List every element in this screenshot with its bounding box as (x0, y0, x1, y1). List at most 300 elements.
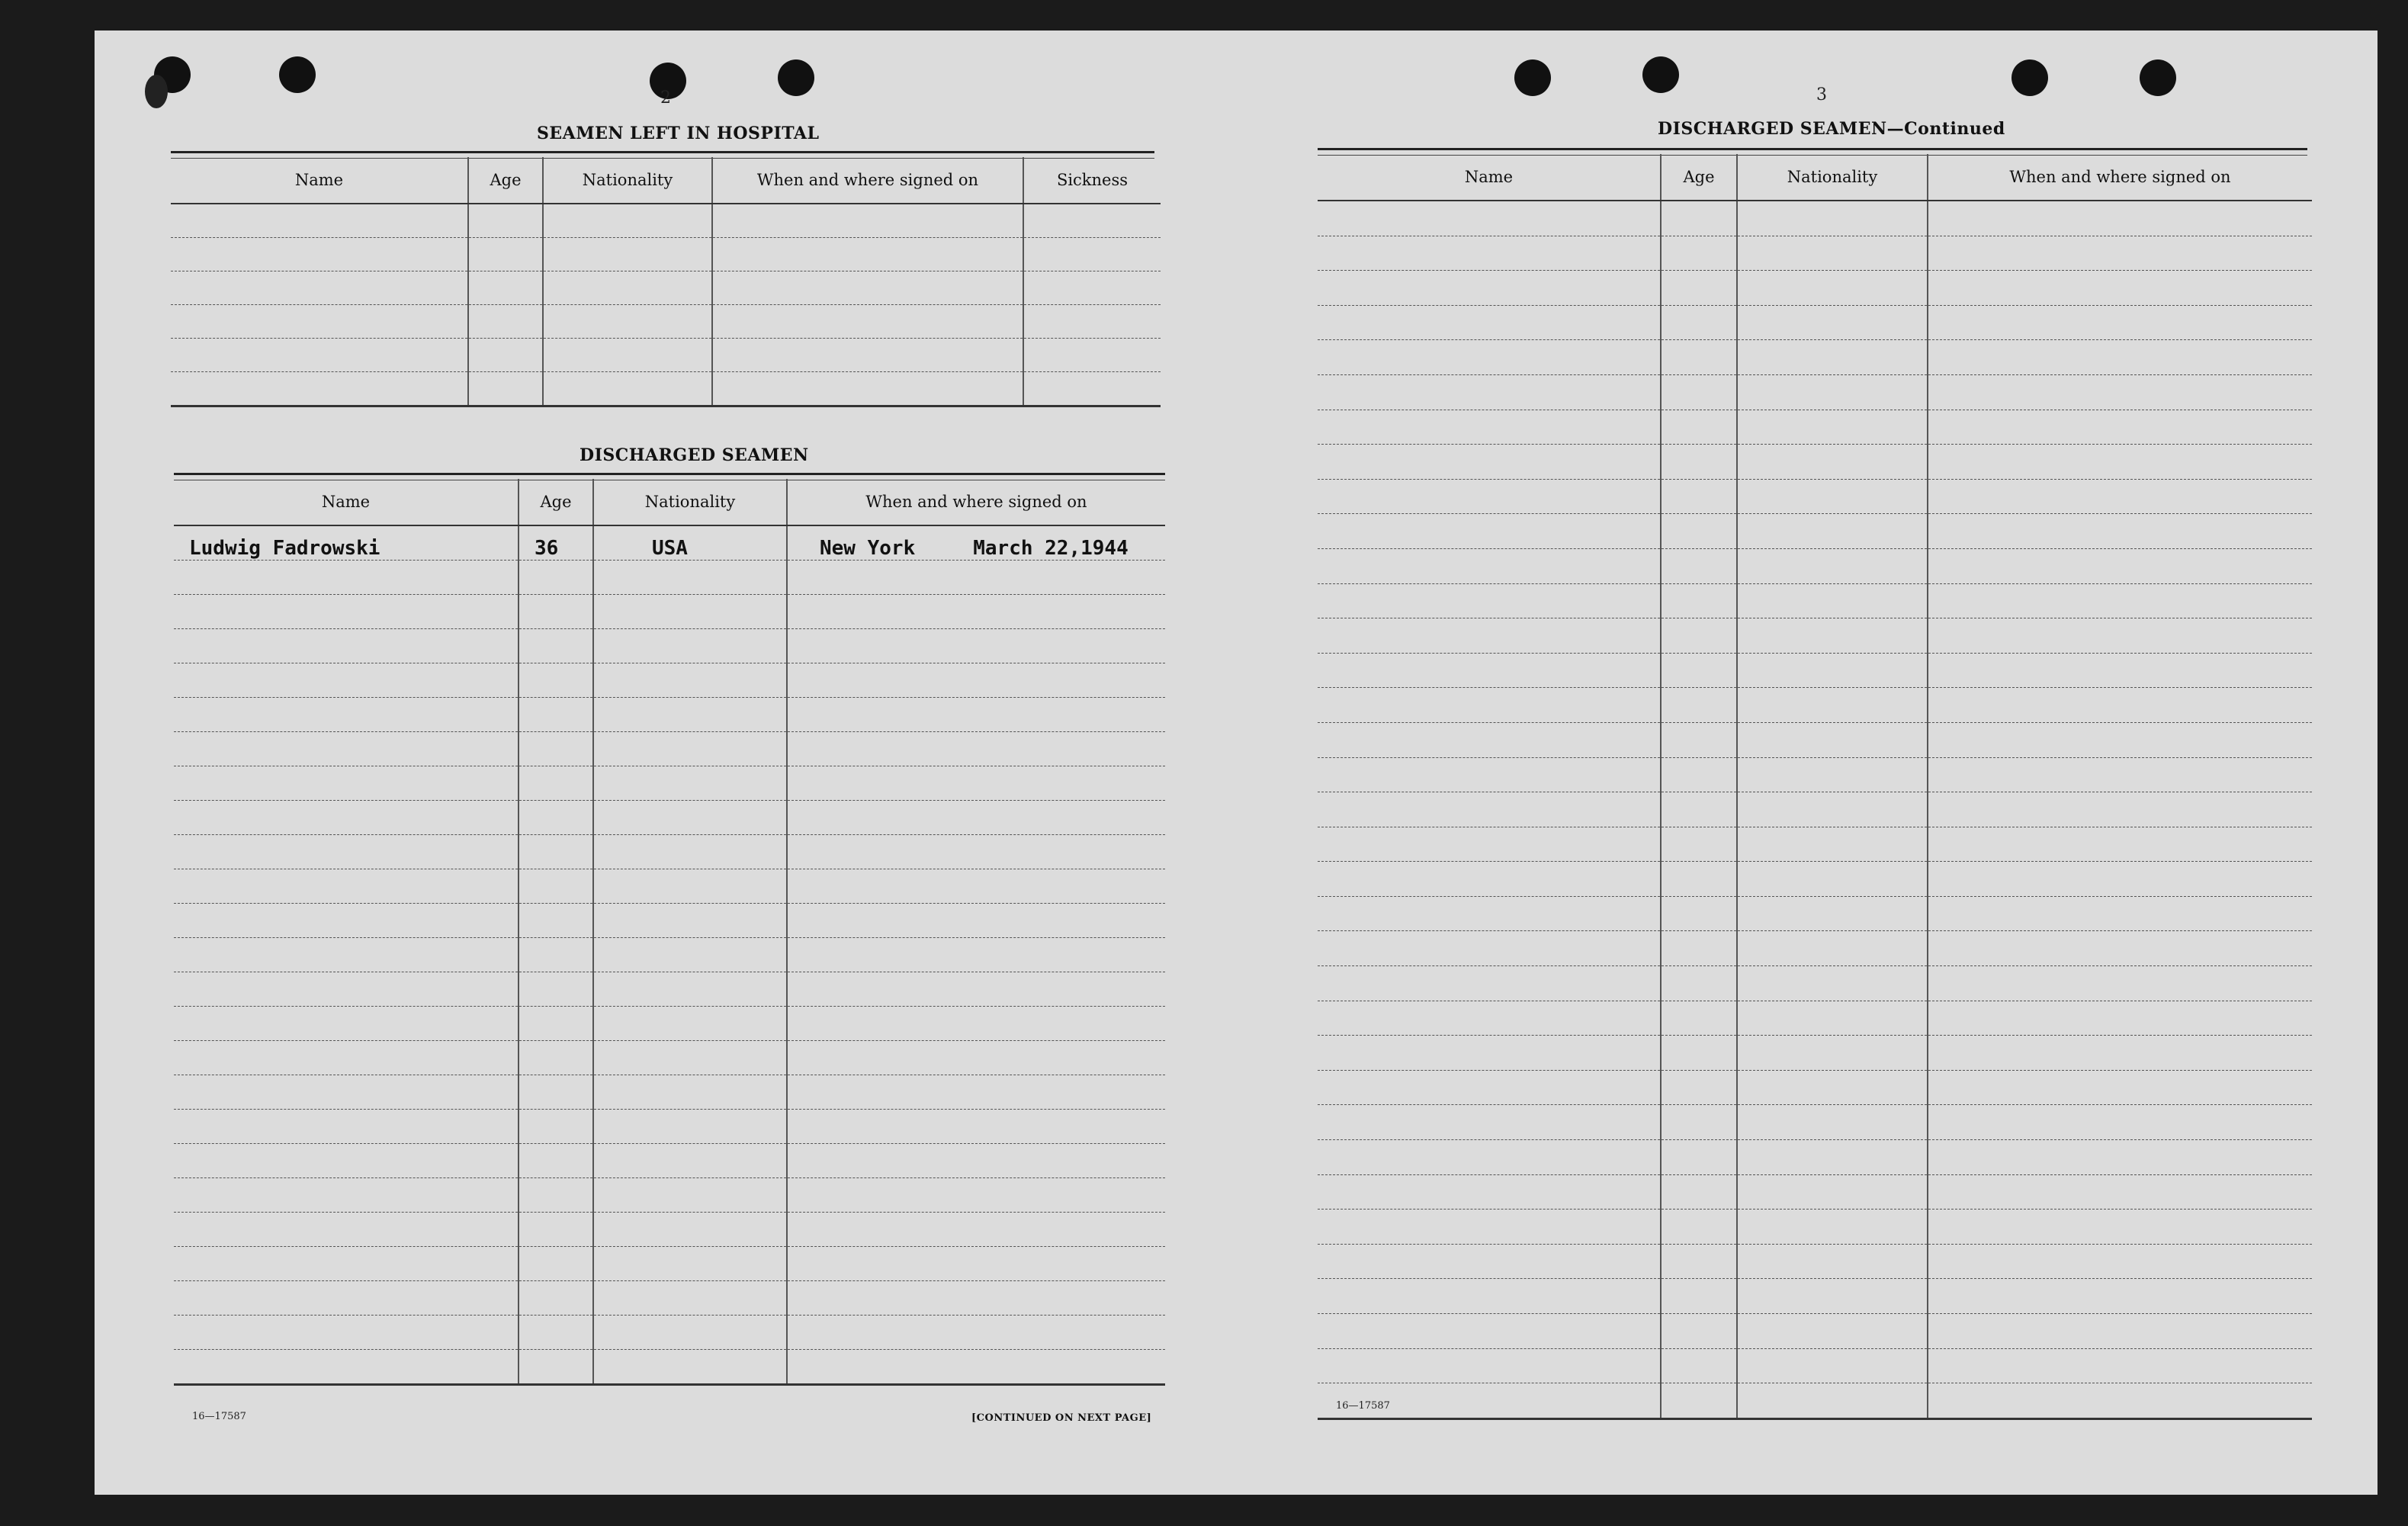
continued-note: [CONTINUED ON NEXT PAGE] (971, 1412, 1152, 1424)
empty-cell (1737, 201, 1928, 236)
empty-cell (787, 697, 1165, 731)
empty-cell (1318, 340, 1661, 375)
empty-cell (519, 1040, 593, 1075)
table-row (1318, 1174, 2312, 1210)
empty-cell (712, 204, 1023, 238)
column-header-nationality: Nationality (1737, 154, 1928, 201)
empty-cell (1928, 1174, 2312, 1210)
table-row (1318, 445, 2312, 480)
empty-cell (1737, 1174, 1928, 1210)
empty-cell (787, 1349, 1165, 1384)
table-row (1318, 583, 2312, 618)
empty-cell (174, 903, 519, 937)
table-row (1318, 236, 2312, 271)
empty-cell (174, 1315, 519, 1349)
empty-cell (787, 731, 1165, 766)
empty-cell (171, 305, 468, 339)
column-header-age: Age (468, 157, 543, 204)
empty-cell (1737, 792, 1928, 827)
empty-cell (1737, 236, 1928, 271)
form-number-left: 16—17587 (192, 1411, 246, 1422)
empty-cell (1928, 862, 2312, 897)
empty-cell (1023, 271, 1161, 305)
empty-cell (593, 1143, 787, 1177)
empty-cell (1661, 1244, 1737, 1279)
table-row (174, 1212, 1165, 1246)
empty-cell (519, 1246, 593, 1280)
empty-cell (1737, 374, 1928, 410)
table-row (174, 1280, 1165, 1315)
table-row (174, 663, 1165, 697)
table-row (174, 1315, 1165, 1349)
empty-cell (519, 972, 593, 1006)
empty-cell (787, 1006, 1165, 1040)
empty-cell (1318, 305, 1661, 340)
table-row (1318, 1210, 2312, 1245)
empty-cell (1318, 1036, 1661, 1071)
table-row (1318, 410, 2312, 445)
table-row (174, 834, 1165, 869)
discharged-continued-header-row (1318, 154, 2312, 201)
empty-cell (1928, 514, 2312, 549)
table-row (174, 731, 1165, 766)
seaman-signed-on (787, 525, 1165, 560)
empty-cell (468, 238, 543, 271)
empty-cell (787, 1246, 1165, 1280)
empty-cell (171, 339, 468, 372)
empty-cell (593, 1109, 787, 1143)
empty-cell (1661, 792, 1737, 827)
empty-cell (1737, 1348, 1928, 1383)
empty-cell (174, 628, 519, 663)
column-header-sickness: Sickness (1023, 157, 1161, 204)
empty-cell (1737, 305, 1928, 340)
table-row (1318, 340, 2312, 375)
empty-cell (1661, 445, 1737, 480)
table-row (174, 1109, 1165, 1143)
empty-cell (1737, 1279, 1928, 1314)
empty-cell (1928, 236, 2312, 271)
empty-cell (1737, 722, 1928, 757)
empty-cell (1928, 966, 2312, 1001)
empty-cell (519, 1006, 593, 1040)
empty-cell (519, 560, 593, 594)
discharged-continued-table (1318, 154, 2312, 1420)
empty-cell (1661, 1348, 1737, 1383)
hospital-table (171, 157, 1161, 407)
empty-cell (1661, 479, 1737, 514)
signed-on-date: March 22,1944 (973, 536, 1129, 560)
empty-cell (174, 560, 519, 594)
table-row (174, 1040, 1165, 1075)
empty-cell (468, 339, 543, 372)
empty-cell (787, 766, 1165, 800)
empty-cell (593, 697, 787, 731)
empty-cell (1661, 618, 1737, 654)
empty-cell (593, 731, 787, 766)
empty-cell (1928, 1244, 2312, 1279)
empty-cell (1928, 305, 2312, 340)
punch-hole (1514, 59, 1551, 96)
empty-cell (1661, 1383, 1737, 1419)
table-row (1318, 1279, 2312, 1314)
empty-cell (1928, 1348, 2312, 1383)
table-row (174, 869, 1165, 903)
empty-cell (1928, 374, 2312, 410)
empty-cell (174, 594, 519, 628)
empty-cell (519, 1212, 593, 1246)
empty-cell (174, 937, 519, 972)
table-row (1318, 688, 2312, 723)
empty-cell (543, 238, 712, 271)
empty-cell (1737, 896, 1928, 931)
column-header-signed-on: When and where signed on (787, 479, 1165, 525)
empty-cell (1318, 1314, 1661, 1349)
empty-cell (1023, 204, 1161, 238)
table-row (174, 937, 1165, 972)
table-row (174, 1177, 1165, 1212)
empty-cell (593, 800, 787, 834)
empty-cell (1737, 340, 1928, 375)
empty-cell (1023, 238, 1161, 271)
empty-cell (593, 1006, 787, 1040)
empty-cell (1318, 827, 1661, 862)
empty-cell (787, 1040, 1165, 1075)
empty-cell (1661, 340, 1737, 375)
empty-cell (1661, 1174, 1737, 1210)
empty-cell (1661, 548, 1737, 583)
column-header-age: Age (519, 479, 593, 525)
empty-cell (1661, 514, 1737, 549)
empty-cell (787, 560, 1165, 594)
empty-cell (1737, 548, 1928, 583)
empty-cell (519, 1177, 593, 1212)
document-sheet (95, 31, 2377, 1495)
table-row (1318, 931, 2312, 966)
empty-cell (712, 372, 1023, 406)
empty-cell (1737, 1244, 1928, 1279)
table-row (174, 1246, 1165, 1280)
signed-on-place: New York (820, 536, 916, 560)
empty-cell (1737, 271, 1928, 306)
empty-cell (1661, 1314, 1737, 1349)
empty-cell (174, 1212, 519, 1246)
empty-cell (1661, 583, 1737, 618)
empty-cell (787, 1212, 1165, 1246)
empty-cell (787, 628, 1165, 663)
empty-cell (1737, 931, 1928, 966)
empty-cell (593, 594, 787, 628)
empty-cell (174, 1040, 519, 1075)
empty-cell (1318, 374, 1661, 410)
empty-cell (174, 869, 519, 903)
empty-cell (1318, 653, 1661, 688)
empty-cell (1318, 966, 1661, 1001)
empty-cell (174, 1006, 519, 1040)
ink-blot (145, 75, 168, 108)
empty-cell (787, 1109, 1165, 1143)
table-row (171, 238, 1161, 271)
empty-cell (593, 869, 787, 903)
empty-cell (1737, 1001, 1928, 1036)
empty-cell (1661, 1210, 1737, 1245)
empty-cell (1318, 1348, 1661, 1383)
empty-cell (174, 731, 519, 766)
discharged-continued-body (1318, 201, 2312, 1418)
empty-cell (787, 594, 1165, 628)
table-row (174, 525, 1165, 560)
empty-cell (593, 937, 787, 972)
empty-cell (1928, 653, 2312, 688)
empty-cell (787, 869, 1165, 903)
empty-cell (174, 800, 519, 834)
empty-cell (593, 1315, 787, 1349)
empty-cell (712, 339, 1023, 372)
punch-hole (778, 59, 814, 96)
punch-hole (279, 56, 316, 93)
empty-cell (519, 1280, 593, 1315)
table-row (171, 372, 1161, 406)
empty-cell (787, 972, 1165, 1006)
table-row (1318, 305, 2312, 340)
empty-cell (1661, 688, 1737, 723)
table-row (1318, 1070, 2312, 1105)
column-header-signed-on: When and where signed on (712, 157, 1023, 204)
empty-cell (1318, 445, 1661, 480)
table-row (1318, 1383, 2312, 1419)
column-header-nationality: Nationality (593, 479, 787, 525)
empty-cell (1661, 931, 1737, 966)
empty-cell (174, 1143, 519, 1177)
hospital-header-row (171, 157, 1161, 204)
empty-cell (1928, 618, 2312, 654)
empty-cell (1928, 757, 2312, 792)
empty-cell (1737, 479, 1928, 514)
table-row (174, 766, 1165, 800)
table-row (1318, 1348, 2312, 1383)
empty-cell (1737, 1105, 1928, 1140)
table-row (1318, 1140, 2312, 1175)
empty-cell (1737, 653, 1928, 688)
hospital-heading: SEAMEN LEFT IN HOSPITAL (537, 124, 820, 143)
empty-cell (519, 834, 593, 869)
empty-cell (1928, 548, 2312, 583)
table-row (1318, 827, 2312, 862)
empty-cell (787, 903, 1165, 937)
empty-cell (519, 937, 593, 972)
empty-cell (1661, 374, 1737, 410)
table-row (1318, 896, 2312, 931)
empty-cell (1928, 1383, 2312, 1419)
empty-cell (787, 800, 1165, 834)
empty-cell (468, 372, 543, 406)
empty-cell (1661, 305, 1737, 340)
empty-cell (1318, 1001, 1661, 1036)
empty-cell (1737, 618, 1928, 654)
empty-cell (1661, 1070, 1737, 1105)
empty-cell (519, 628, 593, 663)
empty-cell (519, 766, 593, 800)
empty-cell (1928, 1001, 2312, 1036)
column-header-age: Age (1661, 154, 1737, 201)
empty-cell (171, 372, 468, 406)
empty-cell (593, 766, 787, 800)
empty-cell (1928, 340, 2312, 375)
empty-cell (1928, 583, 2312, 618)
empty-cell (787, 1177, 1165, 1212)
empty-cell (171, 238, 468, 271)
empty-cell (1318, 722, 1661, 757)
empty-cell (519, 1075, 593, 1109)
table-row (1318, 1001, 2312, 1036)
table-row (171, 271, 1161, 305)
empty-cell (1023, 372, 1161, 406)
empty-cell (1928, 410, 2312, 445)
empty-cell (1928, 722, 2312, 757)
empty-cell (593, 903, 787, 937)
empty-cell (1737, 862, 1928, 897)
empty-cell (1318, 514, 1661, 549)
empty-cell (174, 697, 519, 731)
empty-cell (1928, 445, 2312, 480)
table-row (1318, 653, 2312, 688)
empty-cell (1318, 1105, 1661, 1140)
empty-cell (171, 271, 468, 305)
table-row (171, 204, 1161, 238)
table-row (1318, 514, 2312, 549)
empty-cell (712, 271, 1023, 305)
table-row (174, 560, 1165, 594)
empty-cell (468, 204, 543, 238)
empty-cell (787, 1280, 1165, 1315)
discharged-continued-heading: DISCHARGED SEAMEN—Continued (1658, 119, 2005, 139)
hospital-body (171, 204, 1161, 406)
empty-cell (1318, 1279, 1661, 1314)
empty-cell (593, 560, 787, 594)
punch-hole (2011, 59, 2048, 96)
empty-cell (174, 766, 519, 800)
empty-cell (1318, 757, 1661, 792)
empty-cell (1737, 827, 1928, 862)
empty-cell (1928, 931, 2312, 966)
empty-cell (1318, 1070, 1661, 1105)
empty-cell (174, 1109, 519, 1143)
empty-cell (593, 1246, 787, 1280)
column-header-nationality: Nationality (543, 157, 712, 204)
table-row (174, 1006, 1165, 1040)
empty-cell (468, 271, 543, 305)
empty-cell (519, 800, 593, 834)
empty-cell (593, 834, 787, 869)
table-row (1318, 722, 2312, 757)
empty-cell (1928, 1140, 2312, 1175)
column-header-name: Name (171, 157, 468, 204)
empty-cell (787, 1143, 1165, 1177)
empty-cell (1318, 1210, 1661, 1245)
empty-cell (519, 1143, 593, 1177)
punch-hole (2140, 59, 2176, 96)
empty-cell (174, 1075, 519, 1109)
empty-cell (712, 238, 1023, 271)
table-row (171, 339, 1161, 372)
empty-cell (787, 1075, 1165, 1109)
empty-cell (1661, 827, 1737, 862)
empty-cell (543, 372, 712, 406)
empty-cell (787, 663, 1165, 697)
empty-cell (1737, 410, 1928, 445)
empty-cell (543, 271, 712, 305)
table-row (174, 1349, 1165, 1384)
empty-cell (1318, 271, 1661, 306)
empty-cell (1318, 618, 1661, 654)
empty-cell (787, 834, 1165, 869)
empty-cell (1928, 1314, 2312, 1349)
page-number-left: 2 (660, 88, 671, 108)
table-row (1318, 1036, 2312, 1071)
empty-cell (1661, 271, 1737, 306)
empty-cell (593, 1212, 787, 1246)
empty-cell (593, 1349, 787, 1384)
empty-cell (519, 1315, 593, 1349)
empty-cell (1023, 339, 1161, 372)
table-row (1318, 271, 2312, 306)
empty-cell (1661, 1105, 1737, 1140)
empty-cell (1318, 862, 1661, 897)
empty-cell (1928, 1036, 2312, 1071)
table-row (174, 1075, 1165, 1109)
empty-cell (174, 1280, 519, 1315)
empty-cell (543, 305, 712, 339)
empty-cell (1928, 792, 2312, 827)
table-row (1318, 862, 2312, 897)
empty-cell (787, 937, 1165, 972)
column-header-name: Name (1318, 154, 1661, 201)
empty-cell (593, 1177, 787, 1212)
table-row (174, 594, 1165, 628)
empty-cell (543, 339, 712, 372)
empty-cell (1737, 514, 1928, 549)
empty-cell (1737, 1383, 1928, 1419)
empty-cell (174, 1177, 519, 1212)
empty-cell (1928, 201, 2312, 236)
empty-cell (1318, 410, 1661, 445)
empty-cell (1661, 1140, 1737, 1175)
seaman-name: Ludwig Fadrowski (174, 525, 519, 560)
table-row (1318, 792, 2312, 827)
table-row (1318, 618, 2312, 654)
empty-cell (1928, 896, 2312, 931)
empty-cell (174, 1246, 519, 1280)
empty-cell (519, 731, 593, 766)
empty-cell (1661, 236, 1737, 271)
empty-cell (1928, 1070, 2312, 1105)
empty-cell (1737, 1070, 1928, 1105)
empty-cell (1318, 1174, 1661, 1210)
empty-cell (1318, 1140, 1661, 1175)
empty-cell (1928, 479, 2312, 514)
empty-cell (1737, 1210, 1928, 1245)
empty-cell (519, 869, 593, 903)
empty-cell (1661, 1279, 1737, 1314)
empty-cell (1661, 757, 1737, 792)
empty-cell (593, 1280, 787, 1315)
empty-cell (1737, 1036, 1928, 1071)
table-row (1318, 1244, 2312, 1279)
table-row (1318, 757, 2312, 792)
column-header-name: Name (174, 479, 519, 525)
table-row (1318, 479, 2312, 514)
empty-cell (519, 594, 593, 628)
